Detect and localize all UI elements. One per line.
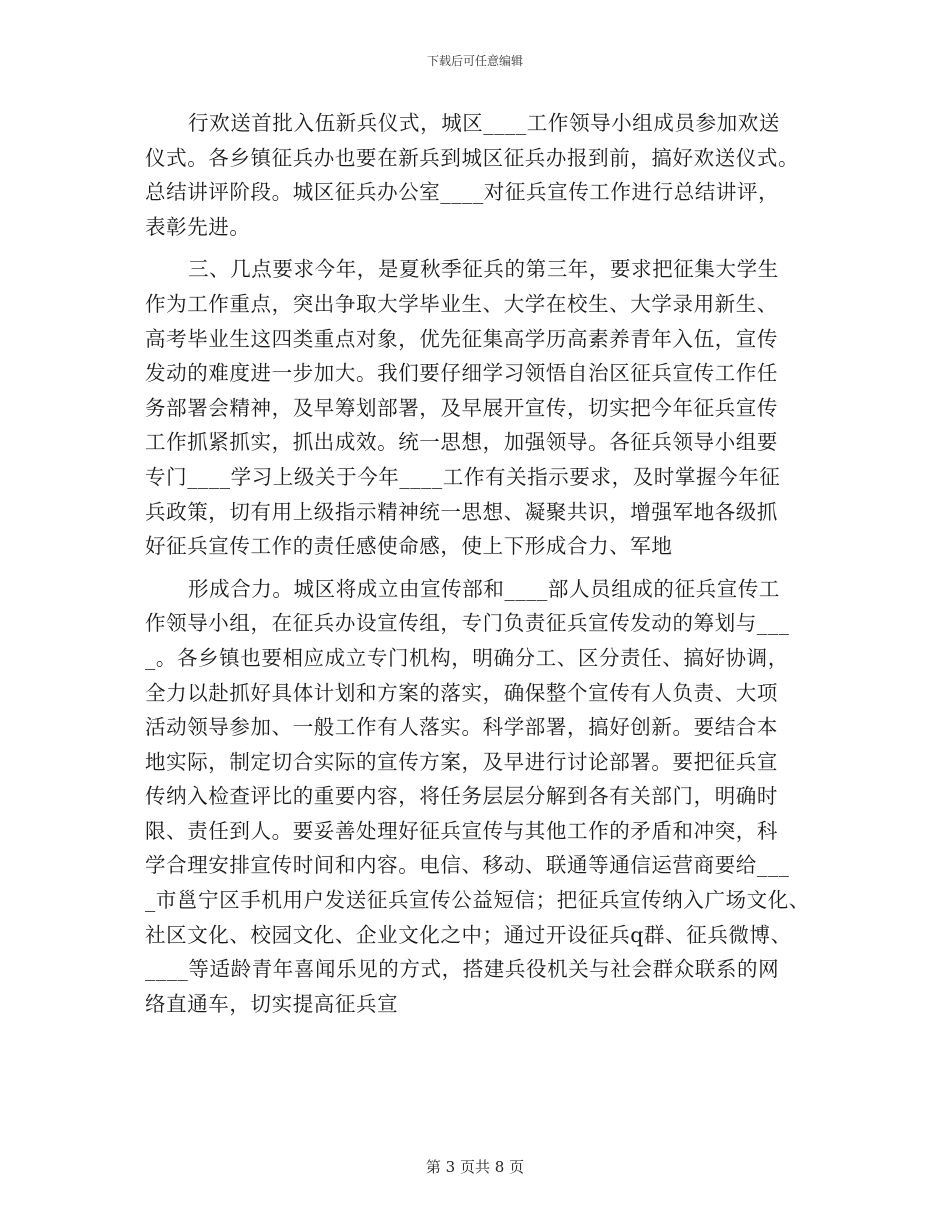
text-line: 全力以赴抓好具体计划和方案的落实，确保整个宣传有人负责、大项: [145, 680, 778, 705]
text-line: 形成合力。城区将成立由宣传部和____部人员组成的征兵宣传工: [188, 576, 780, 601]
text-line: 务部署会精神，及早筹划部署，及早展开宣传，切实把今年征兵宣传: [145, 395, 778, 420]
text-line: 兵政策，切有用上级指示精神统一思想、凝聚共识，增强军地各级抓: [145, 499, 778, 524]
text-line: 行欢送首批入伍新兵仪式，城区____工作领导小组成员参加欢送: [188, 111, 780, 135]
page-number: 第 3 页共 8 页: [425, 1158, 525, 1176]
text-line: 地实际，制定切合实际的宣传方案，及早进行讨论部署。要把征兵宣: [145, 749, 778, 774]
text-line: 好征兵宣传工作的责任感使命感，使上下形成合力、军地: [145, 534, 673, 559]
text-line: 三、几点要求今年，是夏秋季征兵的第三年，要求把征集大学生: [188, 257, 779, 282]
text-line: 络直通车，切实提高征兵宣: [145, 991, 399, 1016]
text-line: 表彰先进。: [145, 214, 251, 239]
text-line: 作为工作重点，突出争取大学毕业生、大学在校生、大学录用新生、: [145, 291, 778, 316]
text-line: 高考毕业生这四类重点对象，优先征集高学历高素养青年入伍，宣传: [145, 326, 778, 351]
text-line: 活动领导参加、一般工作有人落实。科学部署，搞好创新。要结合本: [145, 715, 778, 740]
text-line: 专门____学习上级关于今年____工作有关指示要求，及时掌握今年征: [145, 464, 781, 489]
text-line: 社区文化、校园文化、企业文化之中；通过开设征兵q群、征兵微博、: [145, 922, 792, 947]
text-line: 工作抓紧抓实，抓出成效。统一思想，加强领导。各征兵领导小组要: [145, 430, 778, 455]
text-line: 传纳入检查评比的重要内容，将任务层层分解到各有关部门，明确时: [145, 784, 778, 809]
text-line: 学合理安排宣传时间和内容。电信、移动、联通等通信运营商要给___: [145, 853, 790, 878]
text-line: 发动的难度进一步加大。我们要仔细学习领悟自治区征兵宣传工作任: [145, 361, 778, 386]
document-body: [145, 106, 810, 1021]
text-line: ____等适龄青年喜闻乐见的方式，搭建兵役机关与社会群众联系的网: [145, 957, 780, 982]
page-header-note: 下载后可任意编辑: [426, 54, 523, 68]
text-line: 仪式。各乡镇征兵办也要在新兵到城区征兵办报到前，搞好欢送仪式。: [145, 145, 800, 170]
text-line: 总结讲评阶段。城区征兵办公室____对征兵宣传工作进行总结讲评，: [145, 180, 780, 205]
text-line: _市邕宁区手机用户发送征兵宣传公益短信；把征兵宣传纳入广场文化、: [145, 888, 810, 913]
text-line: _。各乡镇也要相应成立专门机构，明确分工、区分责任、搞好协调，: [145, 645, 789, 670]
text-line: 作领导小组，在征兵办设宣传组，专门负责征兵宣传发动的筹划与___: [145, 611, 790, 636]
text-line: 限、责任到人。要妥善处理好征兵宣传与其他工作的矛盾和冲突，科: [145, 818, 778, 843]
